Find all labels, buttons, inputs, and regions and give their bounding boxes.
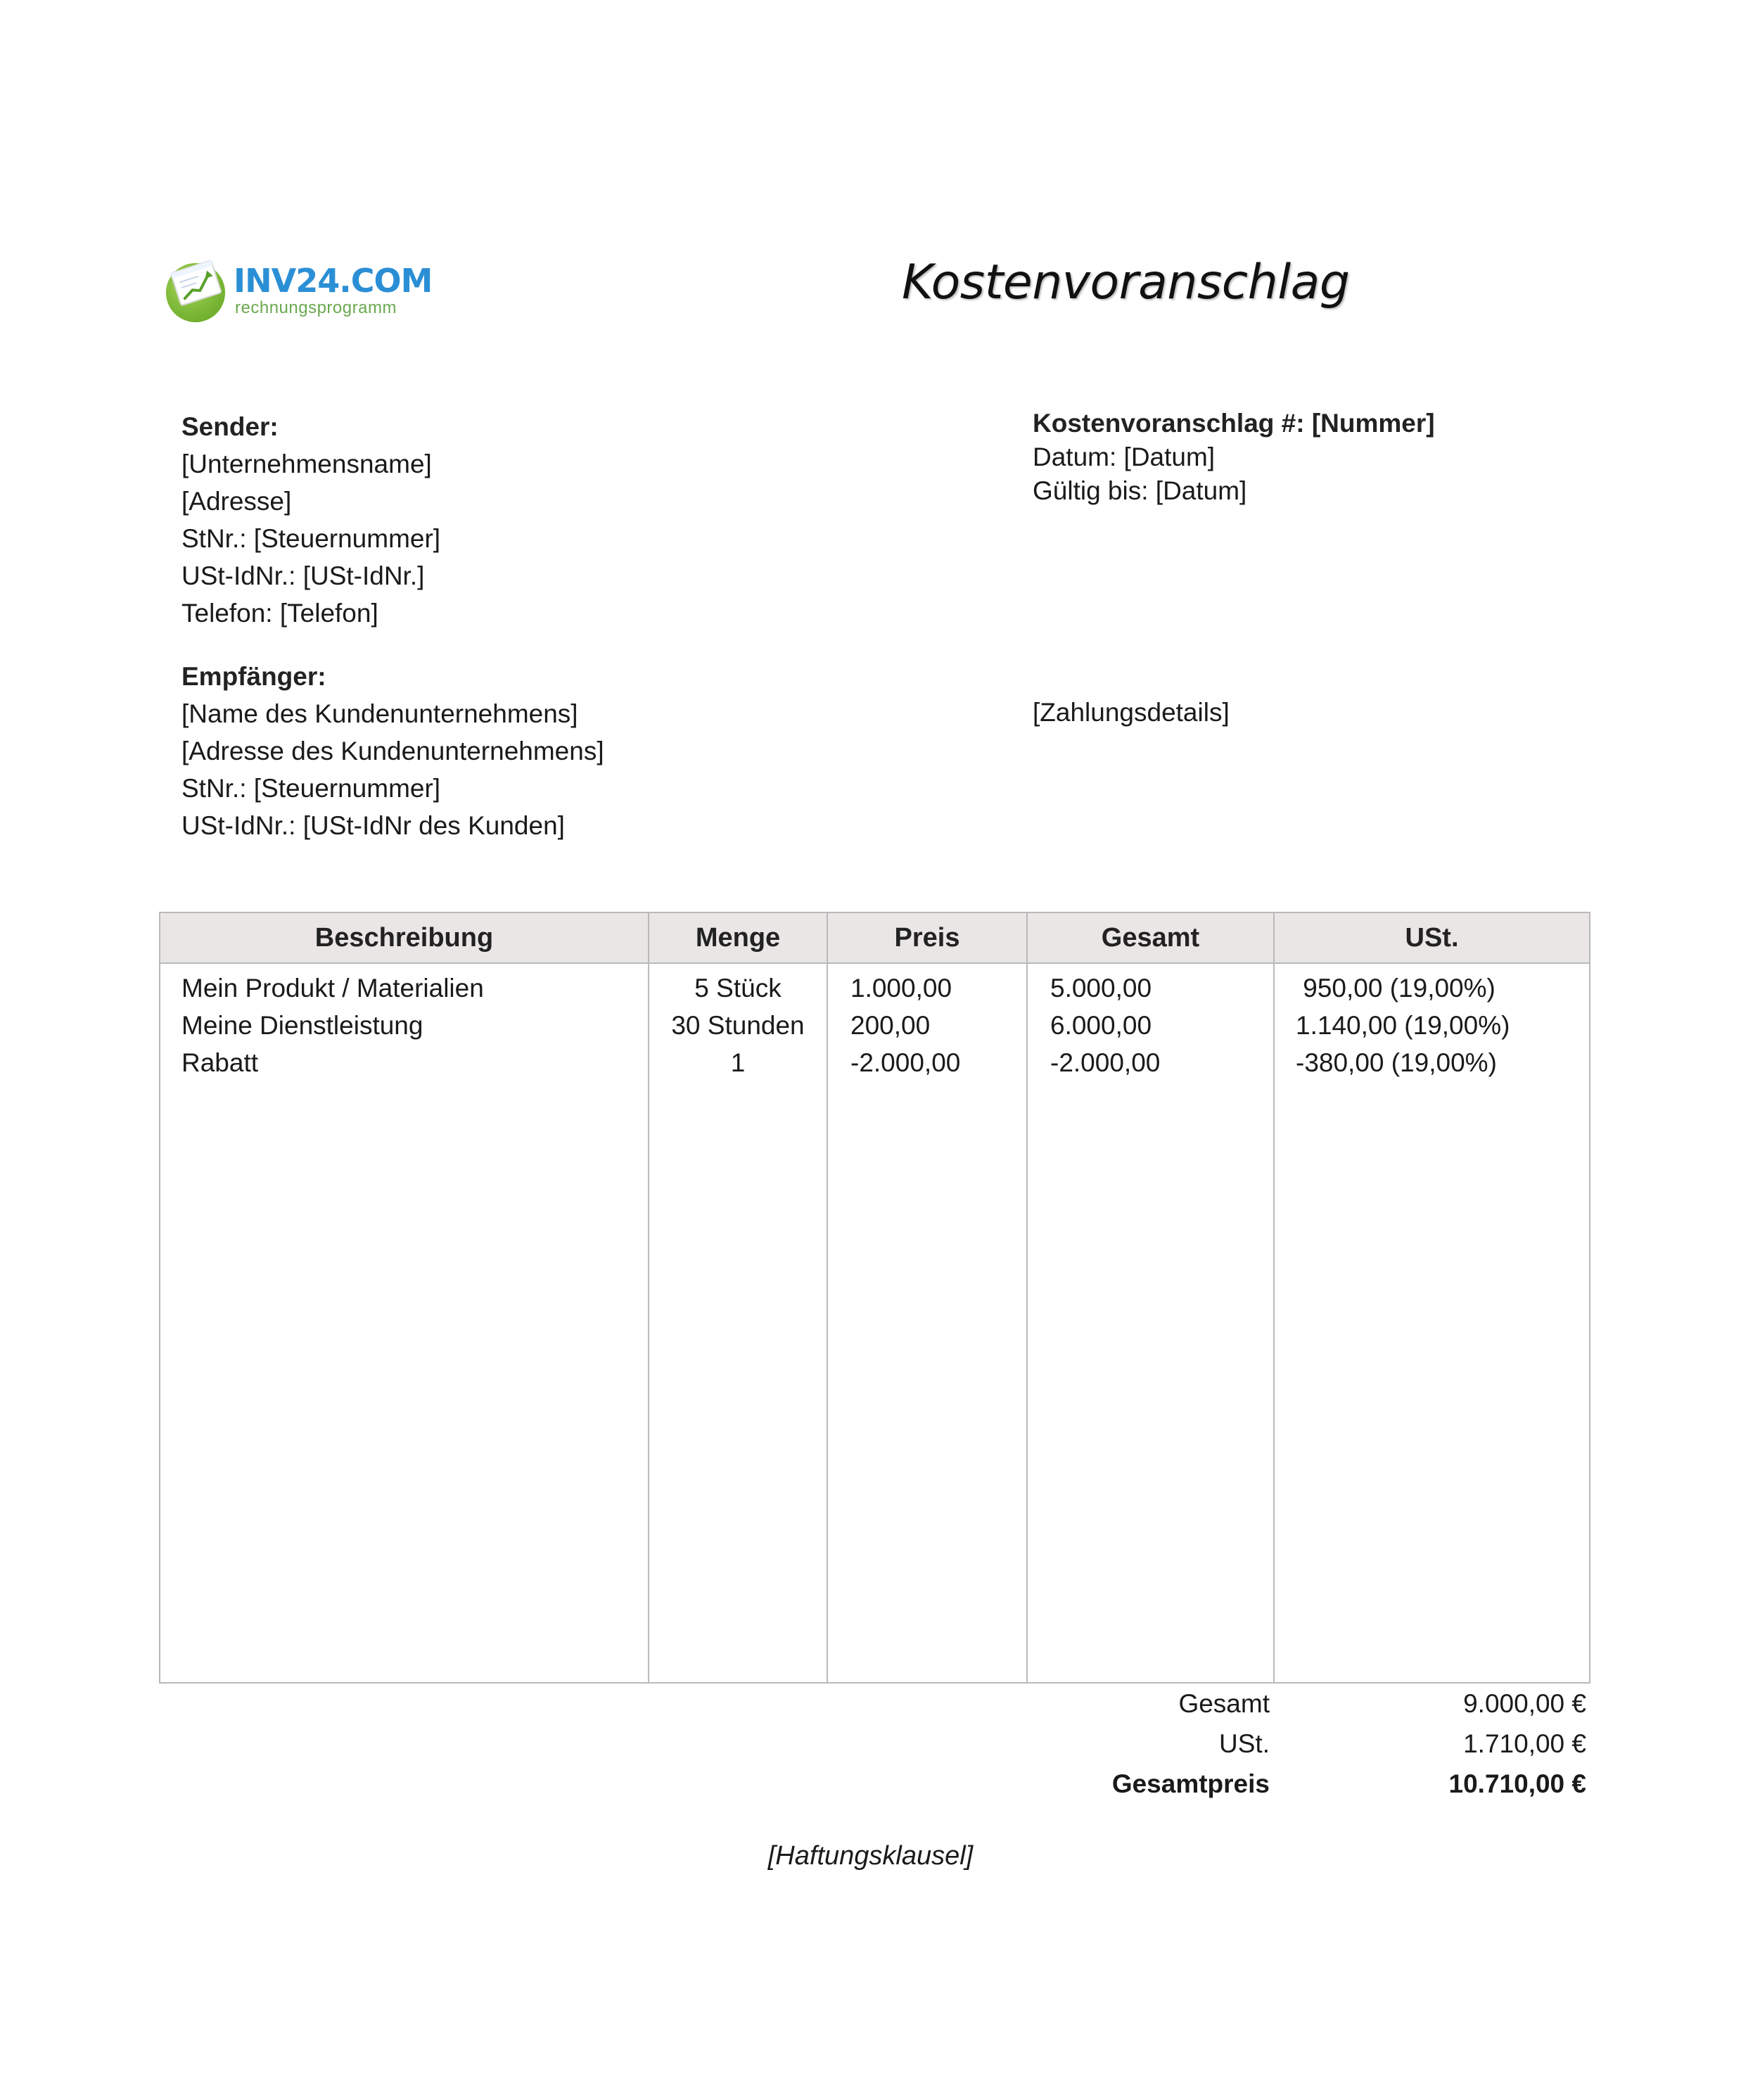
- quote-meta-block: [1033, 407, 1435, 508]
- table-row-quantity: 5 Stück: [694, 974, 782, 1003]
- quote-valid-until: Gültig bis: [Datum]: [1033, 476, 1247, 505]
- recipient-tax-number: StNr.: [Steuernummer]: [181, 774, 441, 803]
- table-row-description: Mein Produkt / Materialien: [181, 974, 484, 1003]
- sender-heading: Sender:: [181, 412, 279, 441]
- payment-details: [Zahlungsdetails]: [1033, 698, 1230, 727]
- table-row-description: Rabatt: [181, 1048, 259, 1077]
- items-table: [159, 912, 1590, 1684]
- company-logo: [160, 248, 433, 325]
- totals-block: [1055, 1684, 1586, 1804]
- recipient-company-name: [Name des Kundenunternehmens]: [181, 699, 578, 728]
- recipient-address: [Adresse des Kundenunternehmens]: [181, 737, 604, 765]
- table-row-price: -2.000,00: [850, 1048, 961, 1077]
- logo-subtitle: rechnungsprogramm: [235, 298, 397, 317]
- totals-net-row: [1055, 1684, 1586, 1724]
- table-header-row: [160, 913, 1589, 963]
- column-total: [1027, 963, 1274, 1682]
- totals-net-label: Gesamt: [1178, 1689, 1270, 1718]
- column-description: [160, 963, 649, 1682]
- totals-vat-row: [1055, 1724, 1586, 1764]
- column-vat: [1274, 963, 1589, 1682]
- header-vat: USt.: [1274, 913, 1589, 963]
- totals-vat-label: USt.: [1219, 1729, 1270, 1758]
- quote-number: Kostenvoranschlag #: [Nummer]: [1033, 409, 1435, 438]
- recipient-heading: Empfänger:: [181, 662, 326, 691]
- totals-gross-label: Gesamtpreis: [1111, 1769, 1270, 1798]
- table-row-total: 6.000,00: [1050, 1011, 1152, 1040]
- sender-tax-number: StNr.: [Steuernummer]: [181, 524, 441, 553]
- recipient-vat-id: USt-IdNr.: [USt-IdNr des Kunden]: [181, 811, 565, 840]
- sender-vat-id: USt-IdNr.: [USt-IdNr.]: [181, 561, 425, 590]
- totals-net-value: 9.000,00 €: [1463, 1689, 1586, 1718]
- column-price: [827, 963, 1027, 1682]
- logo-brand-text: INV24.COM: [234, 262, 433, 300]
- quote-date: Datum: [Datum]: [1033, 443, 1216, 471]
- table-row-description: Meine Dienstleistung: [181, 1011, 423, 1040]
- table-row-vat: 1.140,00 (19,00%): [1296, 1011, 1510, 1040]
- header-total: Gesamt: [1027, 913, 1274, 963]
- totals-gross-row: [1055, 1764, 1586, 1804]
- document-title: Kostenvoranschlag: [902, 255, 1350, 310]
- table-row-price: 1.000,00: [850, 974, 952, 1003]
- table-row-quantity: 1: [730, 1048, 746, 1077]
- sender-company-name: [Unternehmensname]: [181, 450, 432, 478]
- table-row-vat: 950,00 (19,00%): [1296, 974, 1496, 1003]
- totals-gross-value: 10.710,00 €: [1448, 1769, 1586, 1798]
- sender-address: [Adresse]: [181, 487, 292, 516]
- table-row-quantity: 30 Stunden: [671, 1011, 805, 1040]
- table-body: [160, 963, 1589, 1682]
- totals-vat-value: 1.710,00 €: [1463, 1729, 1586, 1758]
- growth-chart-logo-icon: [160, 252, 234, 325]
- table-row-vat: -380,00 (19,00%): [1296, 1048, 1497, 1077]
- header-description: Beschreibung: [160, 913, 649, 963]
- sender-block: [181, 408, 440, 632]
- sender-phone: Telefon: [Telefon]: [181, 599, 378, 628]
- table-row-total: 5.000,00: [1050, 974, 1152, 1003]
- table-row-total: -2.000,00: [1050, 1048, 1161, 1077]
- table-row-price: 200,00: [850, 1011, 931, 1040]
- header-quantity: Menge: [649, 913, 827, 963]
- recipient-block: [181, 658, 604, 844]
- column-quantity: [649, 963, 827, 1682]
- header-price: Preis: [827, 913, 1027, 963]
- liability-clause: [Haftungsklausel]: [767, 1841, 974, 1871]
